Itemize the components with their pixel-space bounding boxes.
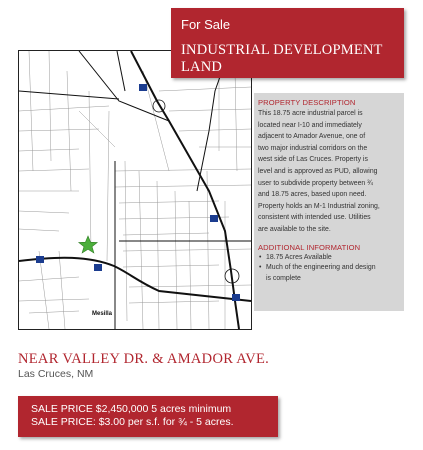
description-line: consistent with intended use. Utilities [258, 214, 371, 222]
description-line: user to subdivide property between ¾ [258, 179, 373, 187]
description-line: are available to the site. [258, 225, 331, 233]
description-line: and 18.75 acres, based upon need. [258, 191, 367, 199]
price-line-1: SALE PRICE $2,450,000 5 acres minimum [31, 403, 232, 415]
header-banner [171, 8, 404, 78]
interchanges [153, 100, 239, 283]
star-icon [79, 236, 97, 253]
info-panel [254, 93, 404, 311]
location-map [18, 50, 252, 330]
additional-info-heading: ADDITIONAL INFORMATION [258, 242, 361, 252]
description-line: two major industrial corridors on the [258, 144, 368, 152]
price-banner [18, 396, 278, 437]
local-streets [19, 51, 251, 329]
property-description [258, 108, 400, 236]
location-city: Las Cruces, NM [18, 368, 94, 380]
list-item: • 18.75 Acres Available [258, 253, 400, 264]
description-line: west side of Las Cruces. Property is [258, 156, 368, 164]
property-description-heading: PROPERTY DESCRIPTION [258, 98, 356, 107]
description-line: This 18.75 acre industrial parcel is [258, 110, 363, 117]
additional-info-list [258, 253, 400, 285]
location-title: NEAR VALLEY DR. & AMADOR AVE. [18, 351, 270, 367]
description-line: adjacent to Amador Avenue, one of [258, 133, 366, 141]
description-line: located near I-10 and immediately [258, 121, 362, 129]
arterial-roads [19, 51, 251, 329]
list-item-continuation: is complete [266, 275, 301, 283]
description-line: Property holds an M-1 Industrial zoning, [258, 202, 380, 210]
price-line-2: SALE PRICE: $3.00 per s.f. for ¾ - 5 acres. [31, 416, 234, 428]
major-roads [19, 51, 251, 329]
map-place-label: Mesilla [92, 311, 113, 317]
description-line: level and is approved as PUD, allowing [258, 167, 378, 175]
header-title: INDUSTRIAL DEVELOPMENT LAND [181, 42, 383, 75]
header-subtitle: For Sale [181, 17, 231, 32]
list-item: • Much of the engineering and design [258, 263, 400, 274]
street-map-graphic [19, 51, 251, 329]
